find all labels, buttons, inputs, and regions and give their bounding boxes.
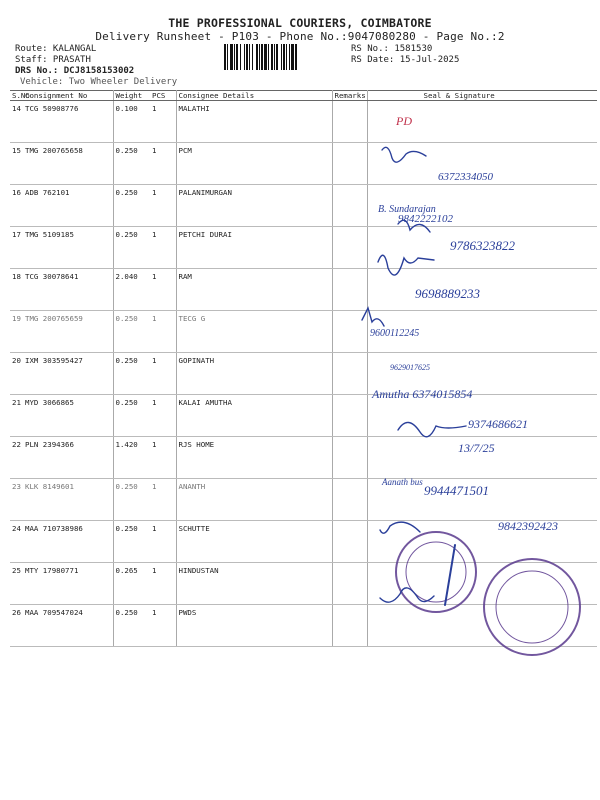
table-row — [10, 269, 597, 311]
table-row — [10, 311, 597, 353]
runsheet-subtitle: Delivery Runsheet - P103 - Phone No.:9047080280 - Page No.:2 — [95, 30, 505, 43]
cell-consignment: TMG 200765658 — [23, 143, 113, 185]
cell-consignee: HINDUSTAN — [176, 563, 332, 605]
table-row — [10, 143, 597, 185]
cell-sno: 16 — [10, 185, 23, 227]
cell-consignment: MTY 17980771 — [23, 563, 113, 605]
cell-weight: 2.040 — [113, 269, 150, 311]
cell-sno: 15 — [10, 143, 23, 185]
table-row — [10, 563, 597, 605]
cell-remarks — [332, 227, 367, 269]
cell-consignment: TMG 5109185 — [23, 227, 113, 269]
col-header-weight: Weight — [113, 91, 150, 101]
hw-row16a: B. Sundarajan — [378, 204, 436, 215]
hw-row23b: 9944471501 — [424, 483, 489, 498]
cell-remarks — [332, 101, 367, 143]
table-header-row — [10, 91, 597, 101]
cell-pcs: 1 — [150, 353, 176, 395]
company-title: THE PROFESSIONAL COURIERS, COIMBATORE — [168, 16, 432, 30]
cell-consignment: TCG 30078641 — [23, 269, 113, 311]
cell-consignment: MAA 710738986 — [23, 521, 113, 563]
runsheet-table — [10, 90, 597, 647]
cell-weight: 0.250 — [113, 521, 150, 563]
cell-sno: 17 — [10, 227, 23, 269]
cell-consignment: PLN 2394366 — [23, 437, 113, 479]
cell-pcs: 1 — [150, 269, 176, 311]
cell-consignee: PCM — [176, 143, 332, 185]
drs-number: DRS No.: DCJ8158153002 — [15, 66, 135, 76]
cell-sno: 20 — [10, 353, 23, 395]
hw-row17: 9786323822 — [450, 238, 515, 253]
cell-consignee: ANANTH — [176, 479, 332, 521]
cell-signature — [367, 353, 597, 395]
cell-signature — [367, 605, 597, 647]
cell-sno: 19 — [10, 311, 23, 353]
table-row — [10, 185, 597, 227]
cell-sno: 25 — [10, 563, 23, 605]
route-label: Route: KALANGAL — [15, 44, 97, 54]
hw-row14: PD — [396, 114, 412, 128]
cell-signature — [367, 521, 597, 563]
barcode-bar — [297, 44, 298, 70]
cell-consignment: KLK 8149601 — [23, 479, 113, 521]
cell-remarks — [332, 143, 367, 185]
table-row — [10, 479, 597, 521]
cell-sno: 23 — [10, 479, 23, 521]
table-row — [10, 101, 597, 143]
cell-remarks — [332, 269, 367, 311]
hw-row18: 9698889233 — [415, 286, 480, 301]
cell-weight: 0.250 — [113, 143, 150, 185]
hw-row24: 9842392423 — [498, 519, 558, 533]
cell-remarks — [332, 395, 367, 437]
cell-remarks — [332, 311, 367, 353]
cell-signature — [367, 101, 597, 143]
cell-weight: 0.100 — [113, 101, 150, 143]
cell-sno: 21 — [10, 395, 23, 437]
cell-sno: 22 — [10, 437, 23, 479]
hw-row19a: 9600112245 — [370, 328, 420, 339]
cell-signature — [367, 227, 597, 269]
col-header-consignment: Consignment No — [23, 91, 113, 101]
cell-remarks — [332, 521, 367, 563]
cell-pcs: 1 — [150, 521, 176, 563]
cell-consignee: RJS HOME — [176, 437, 332, 479]
cell-remarks — [332, 563, 367, 605]
table-row — [10, 395, 597, 437]
cell-sno: 18 — [10, 269, 23, 311]
col-header-pcs: PCS — [150, 91, 176, 101]
cell-remarks — [332, 353, 367, 395]
cell-consignee: PALANIMURGAN — [176, 185, 332, 227]
cell-weight: 0.250 — [113, 185, 150, 227]
col-header-consignee: Consignee Details — [176, 91, 332, 101]
cell-signature — [367, 143, 597, 185]
cell-signature — [367, 563, 597, 605]
cell-consignee: GOPINATH — [176, 353, 332, 395]
hw-row15: 6372334050 — [438, 171, 493, 183]
hw-row19b: 9629017625 — [390, 363, 430, 372]
cell-pcs: 1 — [150, 101, 176, 143]
cell-consignment: ADB 762101 — [23, 185, 113, 227]
cell-pcs: 1 — [150, 605, 176, 647]
table-row — [10, 227, 597, 269]
cell-pcs: 1 — [150, 479, 176, 521]
cell-weight: 0.265 — [113, 563, 150, 605]
cell-signature — [367, 185, 597, 227]
cell-remarks — [332, 605, 367, 647]
cell-consignment: MAA 709547024 — [23, 605, 113, 647]
cell-sno: 14 — [10, 101, 23, 143]
cell-signature — [367, 395, 597, 437]
barcode — [224, 44, 342, 70]
hw-row22b: 13/7/25 — [458, 441, 495, 455]
cell-consignment: IXM 303595427 — [23, 353, 113, 395]
cell-consignee: KALAI AMUTHA — [176, 395, 332, 437]
cell-consignment: TMG 200765659 — [23, 311, 113, 353]
cell-weight: 0.250 — [113, 395, 150, 437]
cell-pcs: 1 — [150, 185, 176, 227]
cell-signature — [367, 437, 597, 479]
staff-label: Staff: PRASATH — [15, 55, 91, 65]
cell-weight: 0.250 — [113, 227, 150, 269]
vehicle-label: Vehicle: Two Wheeler Delivery — [20, 77, 178, 87]
cell-pcs: 1 — [150, 143, 176, 185]
cell-signature — [367, 269, 597, 311]
cell-consignment: TCG 50908776 — [23, 101, 113, 143]
hw-row21: Amutha 6374015854 — [372, 387, 473, 401]
col-header-remarks: Remarks — [332, 91, 367, 101]
cell-pcs: 1 — [150, 437, 176, 479]
cell-weight: 0.250 — [113, 353, 150, 395]
rs-number: RS No.: 1581530 — [351, 44, 433, 54]
hw-row23a: Aanath bus — [382, 477, 423, 487]
cell-weight: 1.420 — [113, 437, 150, 479]
cell-pcs: 1 — [150, 395, 176, 437]
cell-weight: 0.250 — [113, 479, 150, 521]
rs-date: RS Date: 15-Jul-2025 — [351, 55, 460, 65]
col-header-signature: Seal & Signature — [367, 91, 597, 101]
cell-pcs: 1 — [150, 563, 176, 605]
cell-remarks — [332, 185, 367, 227]
cell-consignee: TECG G — [176, 311, 332, 353]
cell-signature — [367, 311, 597, 353]
hw-row16b: 9842222102 — [398, 213, 453, 225]
cell-sno: 26 — [10, 605, 23, 647]
table-row — [10, 353, 597, 395]
table-row — [10, 437, 597, 479]
cell-weight: 0.250 — [113, 311, 150, 353]
cell-consignment: MYD 3066865 — [23, 395, 113, 437]
cell-pcs: 1 — [150, 311, 176, 353]
cell-remarks — [332, 479, 367, 521]
cell-pcs: 1 — [150, 227, 176, 269]
cell-signature — [367, 479, 597, 521]
cell-consignee: PETCHI DURAI — [176, 227, 332, 269]
cell-weight: 0.250 — [113, 605, 150, 647]
hw-row22a: 9374686621 — [468, 417, 528, 431]
cell-sno: 24 — [10, 521, 23, 563]
col-header-sno: S.No — [12, 91, 30, 100]
cell-consignee: RAM — [176, 269, 332, 311]
table-row — [10, 605, 597, 647]
cell-remarks — [332, 437, 367, 479]
cell-consignee: SCHUTTE — [176, 521, 332, 563]
table-row — [10, 521, 597, 563]
cell-consignee: PWDS — [176, 605, 332, 647]
cell-consignee: MALATHI — [176, 101, 332, 143]
